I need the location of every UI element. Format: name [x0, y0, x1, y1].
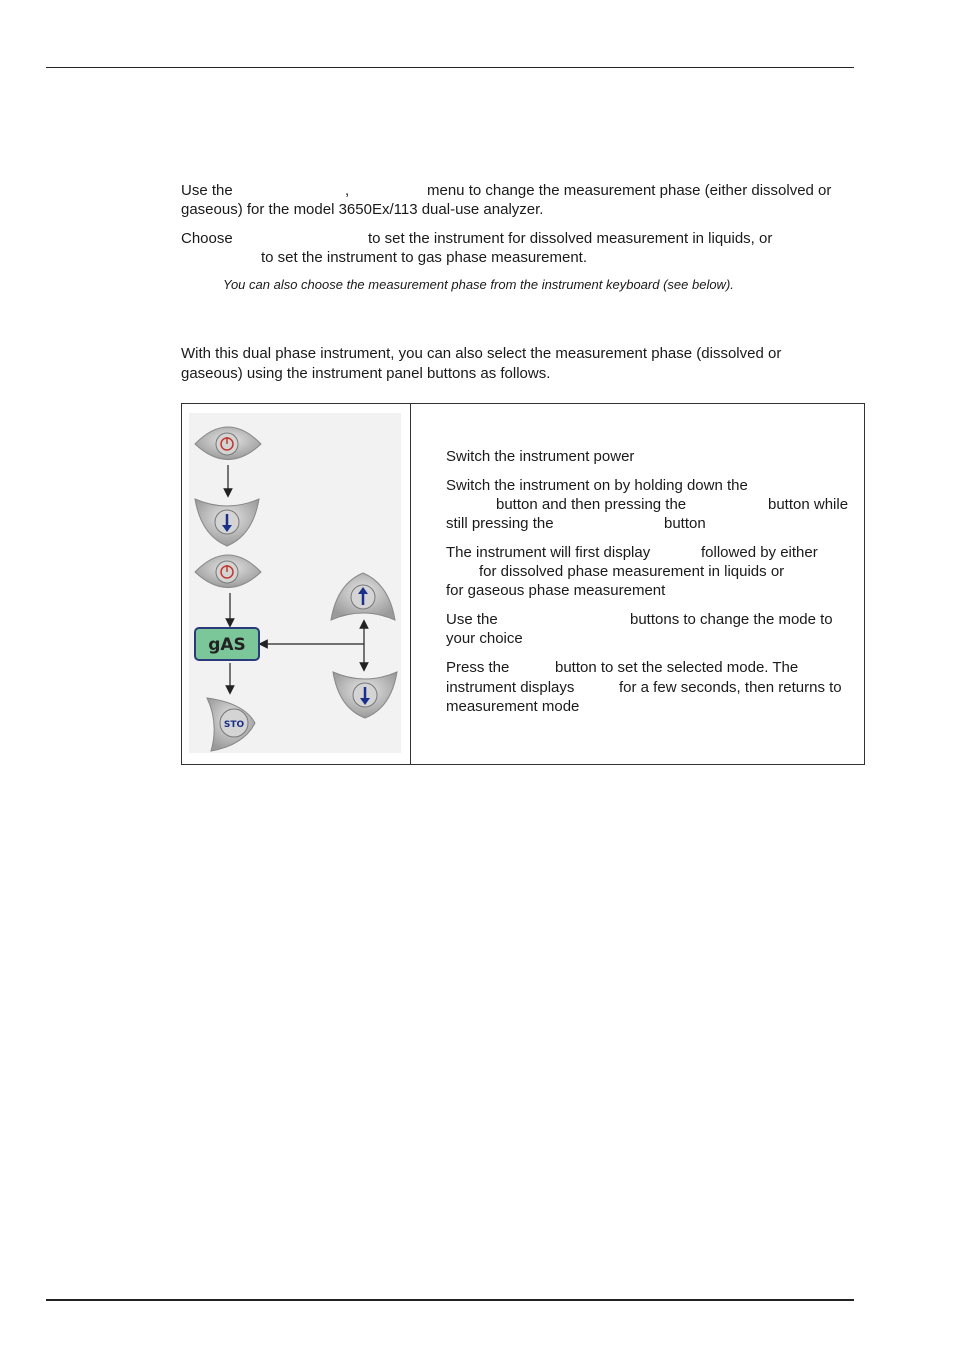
header-rule [46, 67, 854, 68]
step-2-line-1: Switch the instrument on by holding down the [446, 477, 748, 494]
step-3-line-1a: The instrument will first display [446, 544, 651, 561]
power-button-icon [195, 427, 261, 460]
intro-p1-d: gaseous) for the model 3650Ex/113 dual-use analyzer. [181, 201, 544, 218]
intro-p2-b: to set the instrument for dissolved measurement in liquids, or [368, 230, 773, 247]
mode-display-text: gAS [208, 635, 246, 655]
step-4-line-1b: buttons to change the mode to [630, 611, 833, 628]
step-2-line-3a: still pressing the [446, 515, 554, 532]
step-4-line-1a: Use the [446, 611, 498, 628]
panel-p2: gaseous) using the instrument panel buttons as follows. [181, 365, 551, 382]
step-2-line-3b: button [664, 515, 706, 532]
step-3-line-2: for dissolved phase measurement in liquids or [479, 563, 785, 580]
intro-p1-c: menu to change the measurement phase (either dissolved or [427, 182, 832, 199]
down-arrow-button-icon [195, 499, 259, 546]
power-button-icon [195, 555, 261, 588]
store-button-icon [207, 698, 255, 751]
down-arrow-button-icon [333, 672, 397, 718]
intro-p1-a: Use the [181, 182, 233, 199]
intro-p2-c: to set the instrument to gas phase measurement. [261, 249, 588, 266]
step-2-line-2b: button while [768, 496, 849, 513]
step-4-line-2: your choice [446, 630, 523, 647]
step-3-line-1b: followed by either [701, 544, 818, 561]
step-5-line-1a: Press the [446, 659, 510, 676]
step-2-line-2a: button and then pressing the [496, 496, 687, 513]
step-5-line-2b: for a few seconds, then returns to [619, 679, 842, 696]
intro-p2-a: Choose [181, 230, 233, 247]
footer-rule [46, 1299, 854, 1301]
keypad-diagram [189, 413, 401, 753]
step-5-line-3: measurement mode [446, 698, 580, 715]
step-1: Switch the instrument power [446, 448, 635, 465]
step-5-line-2a: instrument displays [446, 679, 575, 696]
store-button-label: STO [223, 720, 245, 730]
intro-note: You can also choose the measurement phase from the instrument keyboard (see below). [223, 277, 734, 292]
up-arrow-button-icon [331, 573, 395, 620]
panel-p1: With this dual phase instrument, you can also select the measurement phase (dissolved or [181, 345, 782, 362]
table-divider [410, 404, 411, 764]
step-3-line-3: for gaseous phase measurement [446, 582, 666, 599]
step-5-line-1b: button to set the selected mode. The [555, 659, 799, 676]
mode-display [195, 628, 259, 660]
intro-p1-b: , [345, 182, 350, 199]
